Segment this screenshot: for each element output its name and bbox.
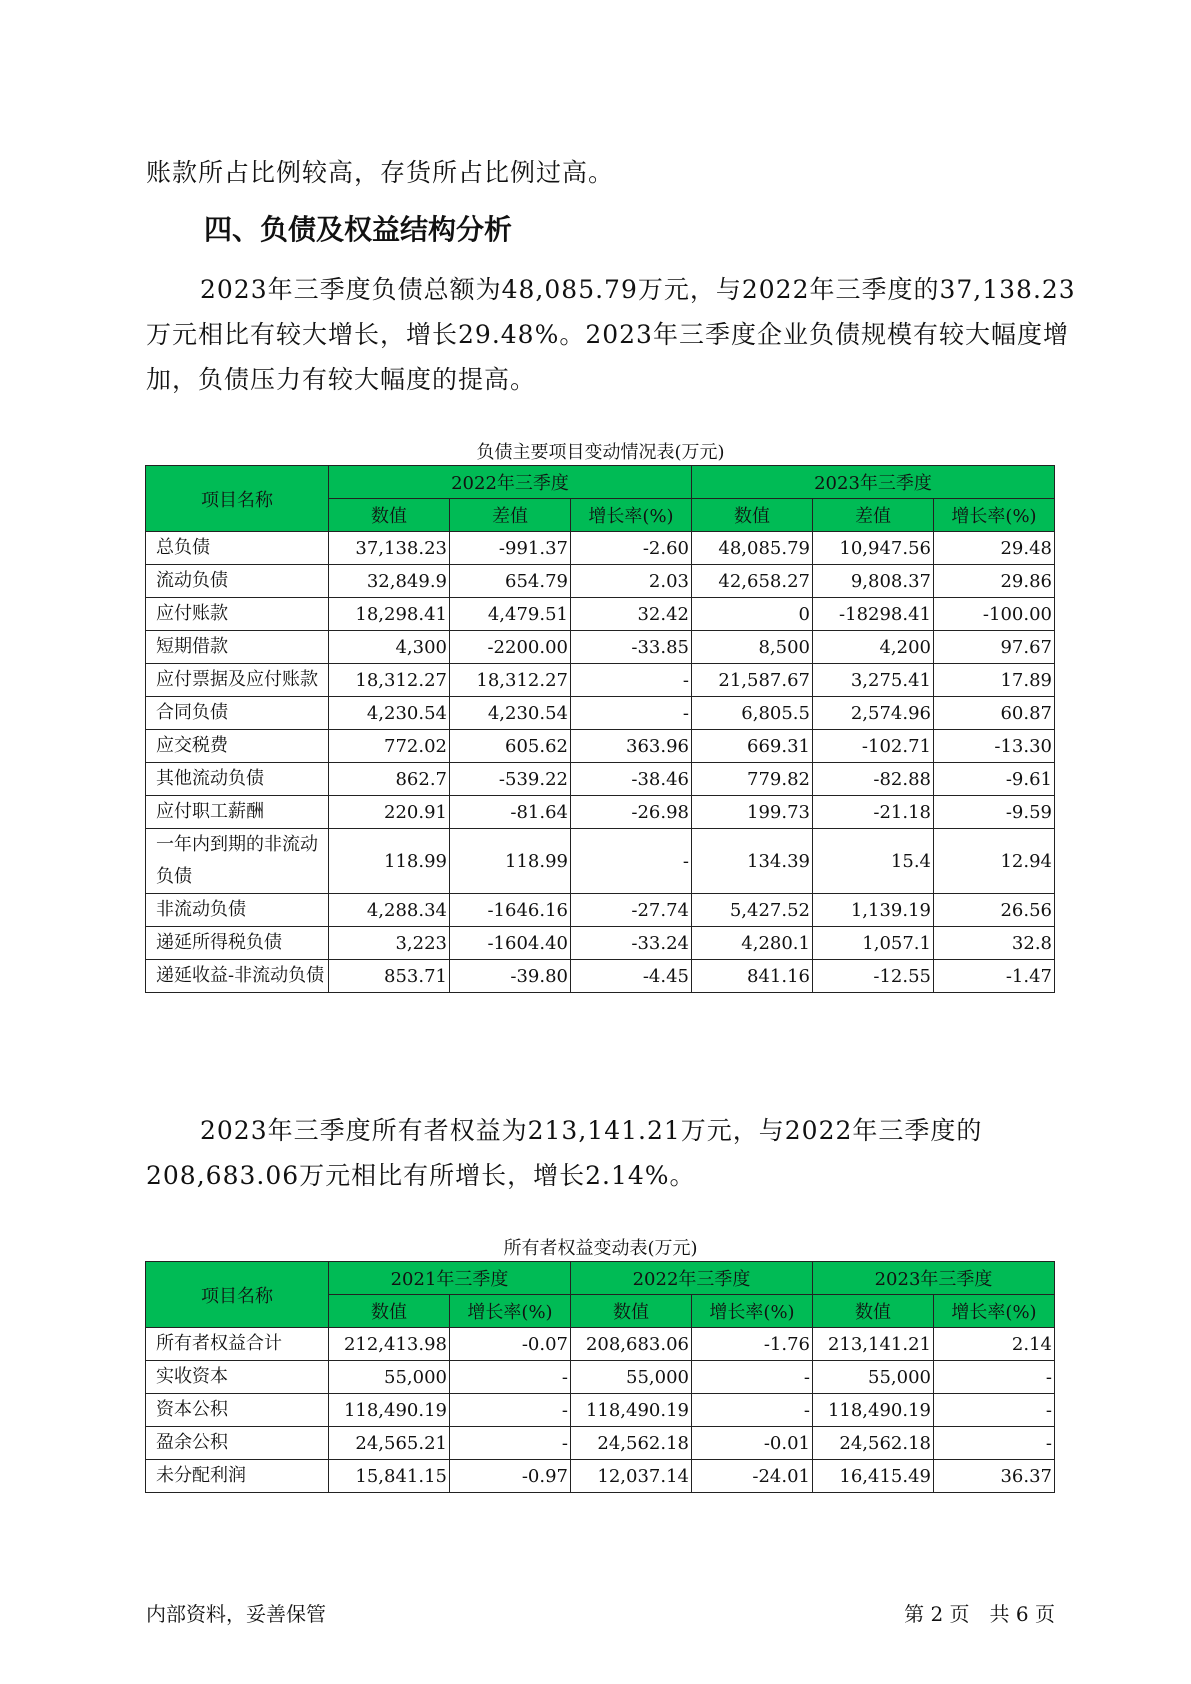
cell-value: 2.14 — [934, 1328, 1055, 1361]
table-row — [146, 829, 1055, 894]
row-name: 非流动负债 — [146, 894, 329, 927]
cell-value: 118,490.19 — [571, 1394, 692, 1427]
cell-value: 669.31 — [692, 730, 813, 763]
row-name: 应付职工薪酬 — [146, 796, 329, 829]
cell-value: 32,849.9 — [329, 565, 450, 598]
cell-value: 26.56 — [934, 894, 1055, 927]
cell-value: 779.82 — [692, 763, 813, 796]
table-row — [146, 894, 1055, 927]
row-name: 应付账款 — [146, 598, 329, 631]
table1-caption: 负债主要项目变动情况表(万元) — [476, 442, 725, 463]
row-name: 流动负债 — [146, 565, 329, 598]
cell-value: 862.7 — [329, 763, 450, 796]
cell-value: 12.94 — [934, 829, 1055, 894]
cell-value: 32.42 — [571, 598, 692, 631]
cell-value: 55,000 — [813, 1361, 934, 1394]
table-row — [146, 565, 1055, 598]
table-row — [146, 730, 1055, 763]
row-name: 实收资本 — [146, 1361, 329, 1394]
cell-value: 15.4 — [813, 829, 934, 894]
paragraph-equity: 2023年三季度所有者权益为213,141.21万元，与2022年三季度的208,683.06万元相比有所增长，增长2.14%。 — [146, 1116, 983, 1190]
cell-value: 363.96 — [571, 730, 692, 763]
row-name: 资本公积 — [146, 1394, 329, 1427]
cell-value: 118.99 — [450, 829, 571, 894]
cell-value: -539.22 — [450, 763, 571, 796]
period-header: 2022年三季度 — [329, 466, 692, 499]
table-row — [146, 1328, 1055, 1361]
cell-value: -26.98 — [571, 796, 692, 829]
cell-value: 6,805.5 — [692, 697, 813, 730]
row-name: 应交税费 — [146, 730, 329, 763]
cell-value: 42,658.27 — [692, 565, 813, 598]
row-name: 总负债 — [146, 532, 329, 565]
table-row — [146, 532, 1055, 565]
cell-value: 18,312.27 — [329, 664, 450, 697]
cell-value: 55,000 — [571, 1361, 692, 1394]
row-name: 合同负债 — [146, 697, 329, 730]
cell-value: 9,808.37 — [813, 565, 934, 598]
table-row — [146, 927, 1055, 960]
cell-value: 8,500 — [692, 631, 813, 664]
cell-value: 16,415.49 — [813, 1460, 934, 1493]
cell-value: - — [934, 1427, 1055, 1460]
column-header: 增长率(%) — [571, 499, 692, 532]
cell-value: 1,139.19 — [813, 894, 934, 927]
cell-value: 841.16 — [692, 960, 813, 993]
cell-value: 37,138.23 — [329, 532, 450, 565]
cell-value: 97.67 — [934, 631, 1055, 664]
cell-value: -4.45 — [571, 960, 692, 993]
cell-value: 199.73 — [692, 796, 813, 829]
cell-value: 4,230.54 — [450, 697, 571, 730]
cell-value: -991.37 — [450, 532, 571, 565]
cell-value: -33.85 — [571, 631, 692, 664]
cell-value: 4,230.54 — [329, 697, 450, 730]
cell-value: -21.18 — [813, 796, 934, 829]
period-header: 2021年三季度 — [329, 1262, 571, 1295]
column-header: 差值 — [450, 499, 571, 532]
page-number: 第 2 页 共 6 页 — [904, 1602, 1055, 1626]
row-name: 递延所得税负债 — [146, 927, 329, 960]
column-header: 数值 — [329, 499, 450, 532]
cell-value: -1.76 — [692, 1328, 813, 1361]
cell-value: -0.01 — [692, 1427, 813, 1460]
cell-value: -0.07 — [450, 1328, 571, 1361]
cell-value: - — [450, 1427, 571, 1460]
cell-value: - — [692, 1394, 813, 1427]
column-header: 增长率(%) — [934, 499, 1055, 532]
cell-value: - — [571, 829, 692, 894]
cell-value: 17.89 — [934, 664, 1055, 697]
cell-value: 654.79 — [450, 565, 571, 598]
cell-value: 5,427.52 — [692, 894, 813, 927]
cell-value: -2200.00 — [450, 631, 571, 664]
row-name: 短期借款 — [146, 631, 329, 664]
cell-value: - — [450, 1361, 571, 1394]
name-header: 项目名称 — [146, 1262, 329, 1328]
column-header: 增长率(%) — [450, 1295, 571, 1328]
cell-value: 853.71 — [329, 960, 450, 993]
table-row — [146, 598, 1055, 631]
intro-line: 账款所占比例较高，存货所占比例过高。 — [146, 158, 615, 187]
row-name: 盈余公积 — [146, 1427, 329, 1460]
cell-value: 220.91 — [329, 796, 450, 829]
cell-value: -18298.41 — [813, 598, 934, 631]
cell-value: -0.97 — [450, 1460, 571, 1493]
liabilities-table — [145, 465, 1055, 993]
column-header: 数值 — [329, 1295, 450, 1328]
cell-value: 24,562.18 — [571, 1427, 692, 1460]
cell-value: 3,223 — [329, 927, 450, 960]
column-header: 增长率(%) — [692, 1295, 813, 1328]
cell-value: 772.02 — [329, 730, 450, 763]
cell-value: 12,037.14 — [571, 1460, 692, 1493]
cell-value: -33.24 — [571, 927, 692, 960]
cell-value: 4,479.51 — [450, 598, 571, 631]
cell-value: 55,000 — [329, 1361, 450, 1394]
cell-value: 36.37 — [934, 1460, 1055, 1493]
cell-value: -24.01 — [692, 1460, 813, 1493]
cell-value: -1604.40 — [450, 927, 571, 960]
column-header: 数值 — [813, 1295, 934, 1328]
section-title: 四、负债及权益结构分析 — [204, 213, 513, 246]
paragraph-liabilities: 2023年三季度负债总额为48,085.79万元，与2022年三季度的37,138.23万元相比有较大增长，增长29.48%。2023年三季度企业负债规模有较大幅度增加，负债压力有较大幅度的提高。 — [146, 275, 1076, 394]
row-name: 所有者权益合计 — [146, 1328, 329, 1361]
cell-value: 29.86 — [934, 565, 1055, 598]
table-row — [146, 763, 1055, 796]
equity-table — [145, 1261, 1055, 1493]
period-header: 2023年三季度 — [813, 1262, 1055, 1295]
cell-value: 118.99 — [329, 829, 450, 894]
cell-value: 118,490.19 — [813, 1394, 934, 1427]
cell-value: 15,841.15 — [329, 1460, 450, 1493]
table-row — [146, 1460, 1055, 1493]
cell-value: -9.59 — [934, 796, 1055, 829]
name-header: 项目名称 — [146, 466, 329, 532]
cell-value: 3,275.41 — [813, 664, 934, 697]
column-header: 数值 — [692, 499, 813, 532]
cell-value: -12.55 — [813, 960, 934, 993]
table-row — [146, 664, 1055, 697]
cell-value: -82.88 — [813, 763, 934, 796]
table-row — [146, 960, 1055, 993]
cell-value: 118,490.19 — [329, 1394, 450, 1427]
cell-value: -1.47 — [934, 960, 1055, 993]
footer-note: 内部资料，妥善保管 — [146, 1602, 326, 1626]
cell-value: -102.71 — [813, 730, 934, 763]
cell-value: 4,300 — [329, 631, 450, 664]
cell-value: 1,057.1 — [813, 927, 934, 960]
cell-value: -9.61 — [934, 763, 1055, 796]
cell-value: - — [571, 697, 692, 730]
row-name: 其他流动负债 — [146, 763, 329, 796]
table2-caption: 所有者权益变动表(万元) — [503, 1238, 698, 1259]
table-row — [146, 697, 1055, 730]
row-name: 递延收益-非流动负债 — [146, 960, 329, 993]
table-row — [146, 1394, 1055, 1427]
period-header: 2022年三季度 — [571, 1262, 813, 1295]
cell-value: 213,141.21 — [813, 1328, 934, 1361]
cell-value: -100.00 — [934, 598, 1055, 631]
cell-value: -2.60 — [571, 532, 692, 565]
cell-value: - — [571, 664, 692, 697]
table-row — [146, 631, 1055, 664]
cell-value: 605.62 — [450, 730, 571, 763]
cell-value: 10,947.56 — [813, 532, 934, 565]
cell-value: -38.46 — [571, 763, 692, 796]
cell-value: 18,312.27 — [450, 664, 571, 697]
cell-value: 0 — [692, 598, 813, 631]
cell-value: 4,200 — [813, 631, 934, 664]
cell-value: 24,565.21 — [329, 1427, 450, 1460]
cell-value: 2.03 — [571, 565, 692, 598]
column-header: 数值 — [571, 1295, 692, 1328]
cell-value: -1646.16 — [450, 894, 571, 927]
cell-value: 18,298.41 — [329, 598, 450, 631]
cell-value: 32.8 — [934, 927, 1055, 960]
cell-value: - — [692, 1361, 813, 1394]
table-row — [146, 1427, 1055, 1460]
cell-value: - — [934, 1394, 1055, 1427]
cell-value: 4,280.1 — [692, 927, 813, 960]
cell-value: 4,288.34 — [329, 894, 450, 927]
cell-value: 21,587.67 — [692, 664, 813, 697]
cell-value: - — [934, 1361, 1055, 1394]
cell-value: 60.87 — [934, 697, 1055, 730]
period-header: 2023年三季度 — [692, 466, 1055, 499]
cell-value: - — [450, 1394, 571, 1427]
cell-value: 134.39 — [692, 829, 813, 894]
row-name: 一年内到期的非流动负债 — [146, 829, 329, 894]
cell-value: 24,562.18 — [813, 1427, 934, 1460]
cell-value: 208,683.06 — [571, 1328, 692, 1361]
cell-value: 2,574.96 — [813, 697, 934, 730]
table-row — [146, 796, 1055, 829]
cell-value: -13.30 — [934, 730, 1055, 763]
column-header: 差值 — [813, 499, 934, 532]
cell-value: -81.64 — [450, 796, 571, 829]
column-header: 增长率(%) — [934, 1295, 1055, 1328]
cell-value: 29.48 — [934, 532, 1055, 565]
row-name: 未分配利润 — [146, 1460, 329, 1493]
cell-value: 48,085.79 — [692, 532, 813, 565]
cell-value: 212,413.98 — [329, 1328, 450, 1361]
cell-value: -39.80 — [450, 960, 571, 993]
table-row — [146, 1361, 1055, 1394]
row-name: 应付票据及应付账款 — [146, 664, 329, 697]
cell-value: -27.74 — [571, 894, 692, 927]
